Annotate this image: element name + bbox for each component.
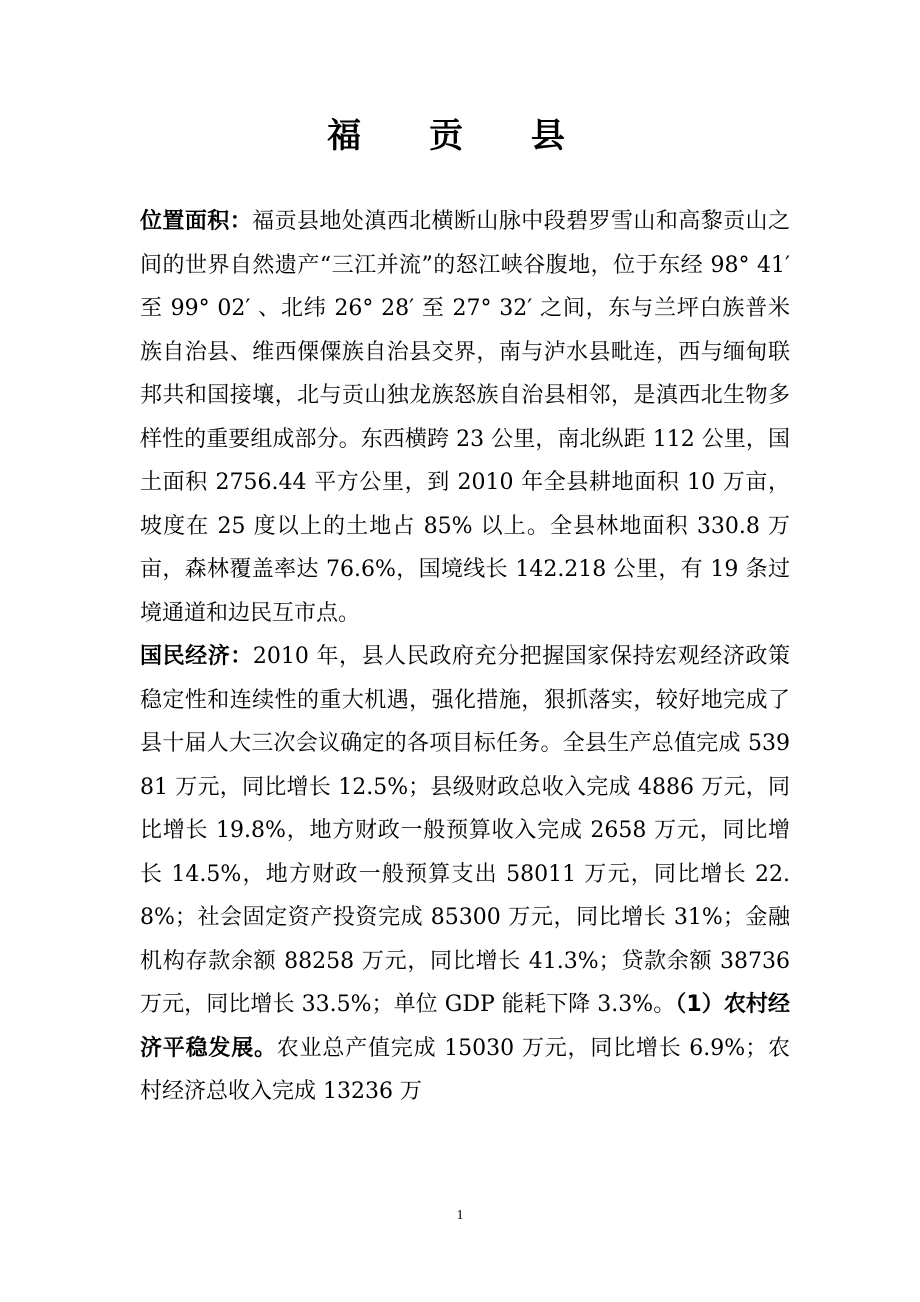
- paragraph-text-continued: 农业总产值完成 15030 万元，同比增长 6.9%；农村经济总收入完成 13236 万: [140, 1035, 790, 1104]
- paragraph-text: 福贡县地处滇西北横断山脉中段碧罗雪山和高黎贡山之间的世界自然遗产“三江并流”的怒江峡谷腹地，位于东经 98° 41′ 至 99° 02′ 、北纬 26° 28′ 至 27° 32′ 之间，东与兰坪白族普米族自治县、维西傈僳族自治县交界，南与泸水县毗连，西与缅甸联邦共和国接壤，北与贡山独龙族怒族自治县相邻，是滇西北生物多样性的重要组成部分。东西横跨 23 公里，南北纵距 112 公里，国土面积 2756.44 平方公里，到 2010 年全县耕地面积 10 万亩，坡度在 25 度以上的土地占 85% 以上。全县林地面积 330.8 万亩，森林覆盖率达 76.6%，国境线长 142.218 公里，有 19 条过境通道和边民互市点。: [140, 209, 790, 626]
- page-title: 福 贡 县: [327, 116, 593, 156]
- paragraph-national-economy: [140, 635, 790, 1114]
- section-heading-national-economy: 国民经济：: [140, 644, 253, 669]
- document-body: [140, 200, 790, 1114]
- paragraph-location-area: [140, 200, 790, 635]
- section-heading-location-area: 位置面积：: [140, 209, 253, 234]
- paragraph-text: 2010 年，县人民政府充分把握国家保持宏观经济政策稳定性和连续性的重大机遇，强化措施，狠抓落实，较好地完成了县十届人大三次会议确定的各项目标任务。全县生产总值完成 53981 万元，同比增长 12.5%；县级财政总收入完成 4886 万元，同比增长 19.8%，地方财政一般预算收入完成 2658 万元，同比增长 14.5%，地方财政一般预算支出 58011 万元，同比增长 22.8%；社会固定资产投资完成 85300 万元，同比增长 31%；金融机构存款余额 88258 万元，同比增长 41.3%；贷款余额 38736 万元，同比增长 33.5%；单位 GDP 能耗下降 3.3%。: [140, 644, 790, 1017]
- subheading-rural-economy: （1）农村经济平稳发展。: [140, 992, 790, 1061]
- page-number: 1: [456, 1208, 464, 1223]
